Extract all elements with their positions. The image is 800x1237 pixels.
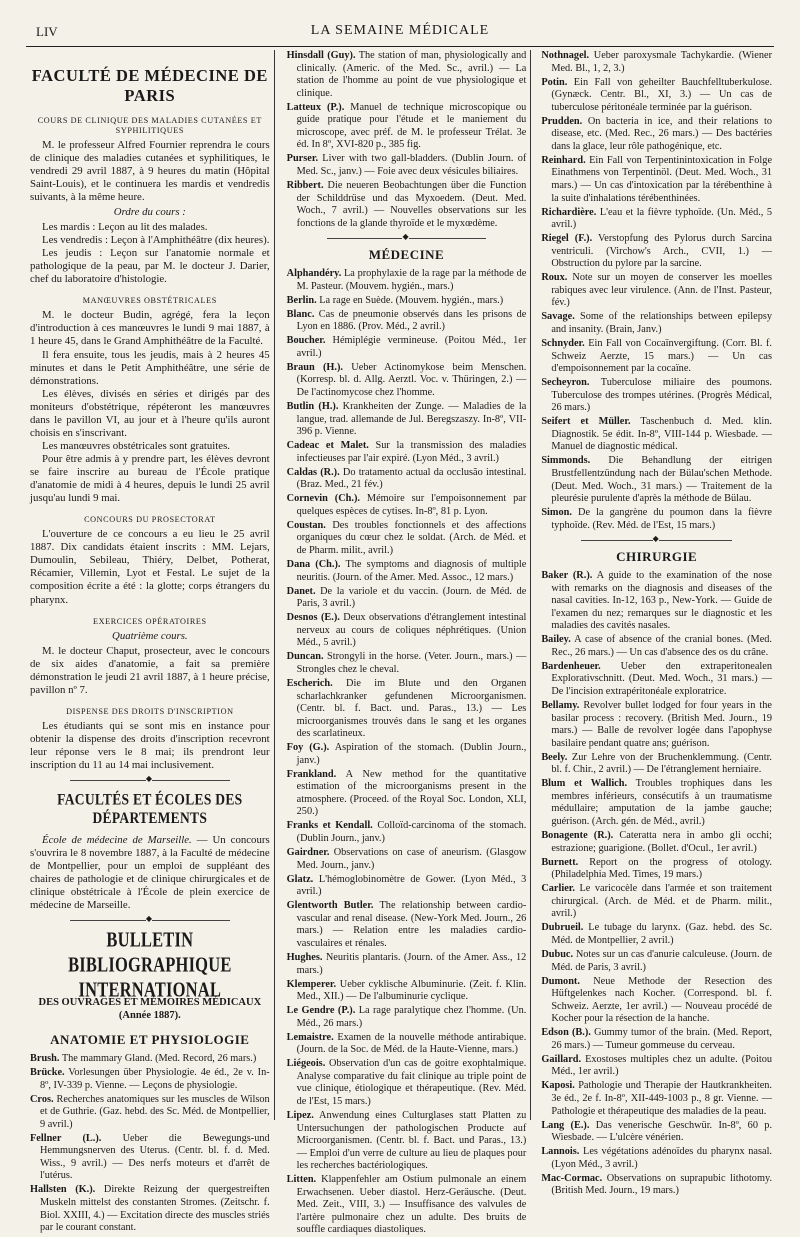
section-heading: DISPENSE DES DROITS D'INSCRIPTION	[66, 706, 234, 716]
entry-author: Simmonds.	[541, 455, 591, 467]
entry-author: Roux.	[541, 272, 568, 284]
bibliography-entry	[287, 769, 527, 819]
entry-text: Ein Fall von Cocaïnvergiftung. (Corr. Bl. f. Schweiz Aerzte, 15 mars.) — Un cas d'empoisonnement par la cocaïne.	[551, 338, 773, 375]
bibliography-entry	[287, 900, 527, 950]
entry-author: Schnyder.	[541, 338, 585, 350]
paragraph: Les élèves, divisés en séries et dirigés par des moniteurs d'obstétrique, répéteront les manœuvres dans le pavillon VI, au jour et à l'heure qu'ils auront choisis en s'inscrivant.	[30, 387, 270, 439]
entry-text: L'hémoglobinomètre de Gower. (Lyon Méd., 3 avril.)	[296, 873, 527, 898]
bibliography-entry	[287, 493, 527, 518]
subheading: Quatrième cours.	[112, 629, 188, 642]
entry-text: Notes sur un cas d'anurie calculeuse. (Journ. de Méd. de Paris, 3 avril.)	[551, 948, 773, 973]
entry-text: Hémiplégie vermineuse. (Poitou Méd., 1er avril.)	[296, 335, 527, 359]
bibliography-entry	[541, 830, 772, 855]
divider	[70, 780, 230, 781]
section-heading: ANATOMIE ET PHYSIOLOGIE	[50, 1032, 250, 1048]
anatomy-entries-cont	[287, 50, 527, 230]
bibliography-entry	[287, 742, 527, 767]
bibliography-entry	[287, 268, 527, 293]
bibliography-entry	[541, 207, 772, 232]
entry-text: A guide to the examination of the nose with remarks on the diagnosis and diseases of the nasal cavities. In-12, 163 p., New-York. — Guide de l'examen du nez; remarques sur le diagnostic et les maladies des cavités nasales.	[551, 570, 773, 632]
entry-text: Direkte Reizung der quergestreiften Muskeln mittelst des constanten Stromes. (Zeitschr. f. Biol. XXIII, 4.) — Excitation directe des muscles striés par le courant constant.	[40, 1184, 270, 1234]
paragraph-text: — Un concours s'ouvrira le 8 novembre 1887, à la Faculté de médecine de Montpellier, pour un emploi de suppléant des chaires de pathologie et de clinique chirurgicales et de clinique obstétricale à l'École de plein exercice de médecine de Marseille.	[30, 833, 270, 911]
entry-author: Prudden.	[541, 115, 583, 127]
entry-text: Revolver bullet lodged for four years in the basilar process : recovery. (British Med. Journ., 19 mars.) — Balle de revolver logée dans l'apophyse basilaire pendant quatre ans; guérison.	[551, 700, 773, 749]
bibliography-entry	[287, 979, 527, 1004]
entry-author: Baker (R.).	[541, 570, 593, 582]
bibliography-entry	[541, 634, 772, 659]
medicine-entries	[287, 268, 527, 1237]
entry-text: Cas de pneumonie observés dans les prisons de Lyon en 1886. (Prov. Méd., 2 avril.)	[296, 308, 527, 333]
entry-text: Gummy tumor of the brain. (Med. Report, 26 mars.) — Tumeur gommeuse du cerveau.	[551, 1027, 773, 1051]
entry-text: La rage en Suède. (Mouvem. hygién., mars.)	[316, 294, 504, 306]
entry-author: Boucher.	[286, 335, 326, 347]
bibliography-entry	[541, 976, 772, 1026]
entry-author: Franks et Kendall.	[286, 820, 373, 832]
entry-author: Edson (B.).	[541, 1027, 591, 1039]
surgery-entries	[541, 570, 772, 1198]
bibliography-entry	[541, 883, 772, 921]
entry-author: Carlier.	[541, 883, 575, 895]
entry-text: Observation d'un cas de goitre exophtalmique. Analyse comparative du fait clinique au triple point de vue clinique, étiologique et thérapeutique. (Rev. Méd. de l'Est, 15 mars.)	[296, 1058, 527, 1107]
entry-author: Cros.	[30, 1093, 54, 1105]
bibliography-entry	[287, 678, 527, 741]
bibliography-entry	[541, 1054, 772, 1079]
entry-author: Secheyron.	[541, 377, 590, 389]
entry-text: Le tubage du larynx. (Gaz. hebd. des Sc. Méd. de Montpellier, 2 avril.)	[551, 922, 773, 946]
bibliography-entry	[541, 338, 772, 376]
entry-text: Verstopfung des Pylorus durch Sarcina ventriculi. (Virchow's Arch., CVII, 1.) — Obstruction du pylore par la sarcine.	[551, 233, 773, 270]
entry-author: Kaposi.	[541, 1080, 575, 1092]
bulletin-subtitle: DES OUVRAGES ET MÉMOIRES MÉDICAUX (Année 1887).	[38, 996, 262, 1021]
entry-author: Duncan.	[286, 651, 324, 663]
entry-text: Ueber paroxysmale Tachykardie. (Wiener Med. Bl., 1, 2, 3.)	[551, 50, 773, 74]
paragraph: M. le professeur Alfred Fournier reprendra le cours de clinique des maladies cutanées et syphilitiques, le vendredi 29 avril 1887, à 9 heures du matin (Hôpital Saint-Louis), et le continuera les mardis et vendredis suivants, à la même heure.	[30, 138, 270, 203]
bibliography-entry	[541, 1080, 772, 1118]
entry-text: De la gangrène du poumon dans la fièvre typhoïde. (Rev. Méd. de l'Est, 15 mars.)	[551, 507, 773, 531]
entry-text: La rage paralytique chez l'homme. (Un. Méd., 26 mars.)	[296, 1005, 527, 1029]
entry-text: Observations on case of aneurism. (Glasgow Med. Journ., janv.)	[296, 847, 527, 871]
entry-text: A New method for the quantitative estimation of the microorganisms present in the atmosphere. (Proceed. of the Royal Soc. London, XLI, 250.)	[296, 768, 527, 818]
entry-author: Dumont.	[541, 975, 580, 987]
entry-text: Klappenfehler am Ostium pulmonale an einem Erwachsenen. Ueber diastol. Herz-Geräusche. (Deut. Med. Zeit., VIII, 3.) — Insuffisance des valvules de l'artère pulmonaire chez un adulte. Des bruits de souffle cardiaques diastoliques.	[296, 1174, 527, 1236]
entry-author: Gaillard.	[541, 1053, 582, 1065]
section-heading: EXERCICES OPÉRATOIRES	[92, 616, 207, 626]
entry-author: Le Gendre (P.).	[286, 1005, 356, 1017]
paragraph: Il fera ensuite, tous les jeudis, mais à 2 heures 45 minutes et dans le Petit Amphithéâtre, une série de démonstrations.	[30, 348, 270, 387]
paragraph: M. le docteur Budin, agrégé, fera la leçon d'introduction à ces manœuvres le lundi 9 mai 1887, à 1 heure 45, dans le Grand Amphithéâtre de la Faculté.	[30, 309, 270, 348]
entry-text: Cateratta nera in ambo gli occhi; estrazione; guarigione. (Bollet. d'Ocul., 1er avril.)	[551, 830, 772, 854]
entry-text: Ueber die Bewegungs-und Hemmungsnerven des Uterus. (Centr. bl. f. d. Med. Wiss., 9 avril.) — Des nerfs moteurs et d'arrêt de l'utérus.	[40, 1132, 270, 1182]
entry-author: Lipez.	[286, 1110, 314, 1122]
entry-author: Escherich.	[286, 677, 333, 689]
paragraph: Les jeudis : Leçon sur l'anatomie normale et pathologique de la peau, par M. le docteur J. Darier, chef du laboratoire d'histologie.	[30, 247, 270, 286]
bibliography-entry	[287, 1110, 527, 1173]
bibliography-entry	[541, 1146, 772, 1171]
bibliography-entry	[541, 377, 772, 415]
page-number: LIV	[36, 24, 58, 39]
entry-author: Cadeac et Malet.	[286, 440, 369, 452]
paragraph: Les étudiants qui se sont mis en instance pour obtenir la dispense des droits d'inscription recevront leur réponse vers le 8 mai; ils prendront leur inscription du 11 au 14 mai inclusivement.	[30, 719, 270, 771]
faculty-title: FACULTÉ DE MÉDECINE DE PARIS	[31, 66, 268, 105]
bibliography-entry	[287, 559, 527, 584]
bibliography-entry	[287, 1058, 527, 1108]
entry-author: Desnos (E.).	[286, 612, 340, 624]
entry-author: Riegel (F.).	[541, 233, 593, 245]
entry-text: Die neueren Beobachtungen über die Function der Schilddrüse und das Myxoedem. (Deut. Med. Woch., 7 avril.) — Nouvelles observations sur les fonctions de la glande thyroïde et le myxœdème.	[296, 179, 527, 229]
entry-text: Aspiration of the stomach. (Dublin Journ., janv.)	[296, 742, 527, 766]
bibliography-entry	[541, 507, 772, 532]
bibliography-entry	[541, 233, 772, 271]
entry-text: Manuel de technique microscopique ou guide pratique pour l'étude et le maniement du microscope, avec préf. de M. le professeur Trélat. 3e éd. In 8º, XVI-820 p., 385 fig.	[296, 101, 527, 151]
entry-text: Observations on suprapubic lithotomy. (British Med. Journ., 19 mars.)	[551, 1172, 773, 1197]
bibliography-entry	[287, 153, 527, 178]
bibliography-entry	[287, 440, 527, 465]
paragraph: Pour être admis à y prendre part, les élèves devront se faire inscrire au bureau de l'École pratique d'anatomie de midi à 4 heures, depuis le lundi 25 avril jusqu'au lundi 9 mai.	[30, 453, 270, 505]
section-heading: CONCOURS DU PROSECTORAT	[84, 515, 216, 525]
bibliography-entry	[541, 272, 772, 310]
entry-text: The mammary Gland. (Med. Record, 26 mars.)	[59, 1053, 257, 1065]
divider	[327, 238, 487, 239]
entry-text: Ueber Actinomykose beim Menschen. (Korresp. bl. d. Allg. Aerztl. Voc. v. Thüringen, 2.) — De l'actinomycose chez l'homme.	[296, 361, 527, 398]
bibliography-entry	[30, 1094, 270, 1132]
entry-text: Note sur un moyen de conserver les moelles rabiques avec leur virulence. (Ann. de l'Inst. Pasteur, fév.)	[551, 272, 773, 309]
bibliography-entry	[541, 949, 772, 974]
medicine-entries-cont	[541, 50, 772, 532]
anatomy-entries	[30, 1053, 270, 1235]
entry-text: Die Behandlung der eitrigen Brustfellentzündung nach der Bülau'schen Methode. (Deut. Med. Woch., 31 mars.) — Traitement de la pleurésie purulente d'après la méthode de Bülau.	[551, 455, 773, 505]
entry-text: Das venerische Geschwür. In-8º, 60 p. Wiesbade. — L'ulcère vénérien.	[551, 1119, 773, 1144]
entry-text: L'eau et la fièvre typhoïde. (Un. Méd., 5 avril.)	[551, 206, 773, 231]
bibliography-entry	[541, 416, 772, 454]
entry-author: Frankland.	[286, 768, 337, 780]
entry-author: Cornevin (Ch.).	[286, 493, 360, 505]
entry-text: Strongyli in the horse. (Veter. Journ., mars.) — Strongles chez le cheval.	[296, 651, 527, 675]
columns	[26, 50, 774, 1236]
bibliography-entry	[287, 362, 527, 400]
bibliography-entry	[541, 778, 772, 828]
entry-author: Richardière.	[541, 206, 597, 218]
entry-text: Ueber den extraperitonealen Explorativschnitt. (Deut. Med. Woch., 31 mars.) — De l'incision extrapéritonéale exploratrice.	[551, 660, 773, 698]
bibliography-entry	[287, 952, 527, 977]
bibliography-entry	[287, 651, 527, 676]
section-heading: COURS DE CLINIQUE DES MALADIES CUTANÉES ET SYPHILITIQUES	[37, 115, 262, 135]
entry-text: Des troubles fonctionnels et des affections organiques du cœur chez le soldat. (Arch. de Méd. et de Pharm. milit., avril.)	[296, 519, 527, 556]
divider	[581, 540, 732, 541]
bibliography-entry	[287, 309, 527, 334]
entry-author: Bellamy.	[541, 700, 580, 712]
entry-author: Gairdner.	[286, 847, 330, 859]
section-heading: MÉDECINE	[368, 247, 445, 263]
entry-text: Anwendung eines Culturglases statt Platten zu Untersuchungen der pathologischen Producte auf Microorganismen. (Centr. bl. f. Bact. und Paras., 13.) — Emploi d'un verre de culture au lieu de plaques pour les recherches bactériologiques.	[296, 1110, 527, 1172]
entry-author: Dubrueil.	[541, 922, 584, 934]
bibliography-entry	[287, 1005, 527, 1030]
entry-text: Taschenbuch d. Med. klin. Diagnostik. 5e édit. In-8º, VIII-144 p. Wiesbade. — Manuel de diagnostic médical.	[551, 416, 773, 453]
bibliography-entry	[541, 922, 772, 947]
paragraph: Les manœuvres obstétricales sont gratuites.	[42, 439, 230, 452]
bibliography-entry	[541, 155, 772, 205]
bulletin-title: BULLETIN BIBLIOGRAPHIQUE INTERNATIONAL	[68, 927, 232, 1002]
entry-author: Mac-Cormac.	[541, 1172, 603, 1184]
entry-text: Tuberculose miliaire des poumons. Tuberculose des trompes utérines. (Progrès Médical, 26 mars.)	[551, 377, 773, 414]
entry-text: A case of absence of the cranial bones. (Med. Rec., 26 mars.) — Un cas d'absence des os du crâne.	[551, 634, 773, 658]
entry-author: Ribbert.	[286, 179, 324, 191]
bibliography-entry	[541, 752, 772, 777]
bibliography-entry	[541, 455, 772, 505]
entry-author: Blanc.	[286, 308, 315, 320]
bibliography-entry	[541, 50, 772, 75]
entry-author: Hallsten (K.).	[30, 1184, 96, 1196]
entry-text: Some of the relationships between epilepsy and insanity. (Brain, Janv.)	[551, 311, 773, 335]
bibliography-entry	[287, 847, 527, 872]
entry-author: Bardenheuer.	[541, 660, 601, 672]
bibliography-entry	[541, 1173, 772, 1198]
paragraph	[30, 834, 270, 912]
bibliography-entry	[287, 820, 527, 845]
paragraph: Les vendredis : Leçon à l'Amphithéâtre (dix heures).	[42, 234, 270, 247]
entry-text: Ueber cyklische Albuminurie. (Zeit. f. Klin. Med., XII.) — De l'albuminurie cyclique.	[296, 978, 527, 1003]
entry-author: Bailey.	[541, 634, 571, 646]
paragraph: L'ouverture de ce concours a eu lieu le 25 avril 1887. Dix candidats étaient inscrits : MM. Lejars, Dumoulin, Sebileau, Thiéry, Delbet, Potherat, Récamier, Villemin, Lyot et Festal. Le sujet de la composition écrite a été : la glotte; corps étrangers du pharynx.	[30, 528, 270, 606]
bibliography-entry	[30, 1184, 270, 1234]
column-3	[539, 50, 774, 1197]
entry-author: Bonagente (R.).	[541, 830, 614, 842]
entry-text: The station of man, physiologically and clinically. (Americ. of the Med. Sc., avril.) — La station de l'homme au point de vue physiologique et clinique.	[296, 50, 527, 99]
bibliography-entry	[287, 102, 527, 152]
entry-author: Hinsdall (Guy).	[286, 50, 356, 61]
entry-author: Brücke.	[30, 1067, 65, 1079]
departments-title: FACULTÉS ET ÉCOLES DES DÉPARTEMENTS	[57, 790, 243, 827]
entry-text: Ein Fall von geheilter Bauchfelltuberkulose. (Gynæck. Centr. Bl., XI, 3.) — Un cas de tuberculose péritonéale terminée par la guérison.	[551, 76, 773, 113]
entry-author: Butlin (H.).	[286, 400, 339, 412]
entry-text: Neue Methode der Resection des Hüftgelenkes nach Kocher. (Correspond. bl. f. Schweiz. Aerzte, 1er avril.) — Nouveau procédé de Kocher pour la résection de la hanche.	[551, 975, 773, 1025]
bibliography-entry	[30, 1133, 270, 1183]
bibliography-entry	[541, 700, 772, 750]
entry-author: Latteux (P.).	[286, 101, 345, 113]
entry-author: Blum et Wallich.	[541, 778, 628, 790]
entry-text: La prophylaxie de la rage par la méthode de M. Pasteur. (Mouvem. hygién., mars.)	[296, 268, 527, 292]
entry-author: Fellner (L.).	[30, 1132, 102, 1144]
column-2	[283, 50, 532, 1236]
section-heading: MANŒUVRES OBSTÉTRICALES	[82, 296, 217, 306]
paragraph-lead: École de médecine de Marseille.	[42, 833, 192, 846]
entry-author: Foy (G.).	[286, 742, 330, 754]
entry-author: Braun (H.).	[286, 361, 344, 373]
entry-author: Seifert et Müller.	[541, 416, 631, 428]
entry-text: Exostoses multiples chez un adulte. (Poitou Méd., 1er avril.)	[551, 1053, 773, 1078]
bibliography-entry	[287, 586, 527, 611]
bibliography-entry	[287, 180, 527, 230]
entry-text: Report on the progress of otology. (Philadelphia Med. Times, 19 mars.)	[551, 856, 773, 881]
entry-author: Burnett.	[541, 856, 579, 868]
journal-title: LA SEMAINE MÉDICALE	[310, 23, 490, 38]
bibliography-entry	[287, 401, 527, 439]
paragraph: M. le docteur Chaput, prosecteur, avec le concours de six aides d'anatomie, a fait sa première démonstration le jeudi 21 avril 1887, à 1 heure précise, pavillon nº 7.	[30, 644, 270, 696]
section-heading: CHIRURGIE	[616, 549, 698, 565]
bibliography-entry	[287, 1032, 527, 1057]
entry-author: Berlin.	[286, 294, 317, 306]
entry-text: Do tratamento actual da occlusão intestinal. (Braz. Med., 21 fév.)	[296, 466, 527, 491]
entry-text: Colloïd-carcinoma of the stomach. (Dublin Journ., janv.)	[296, 820, 527, 845]
bibliography-entry	[541, 570, 772, 633]
entry-author: Nothnagel.	[541, 50, 590, 61]
entry-text: Deux observations d'étranglement intestinal nerveux au cours de coliques néphrétiques. (Union Méd., 5 avril.)	[296, 612, 527, 649]
bibliography-entry	[541, 857, 772, 882]
entry-text: Sur la transmission des maladies infectieuses par l'air expiré. (Lyon Méd., 3 avril.)	[296, 440, 527, 464]
entry-author: Alphandéry.	[286, 268, 342, 280]
entry-author: Beely.	[541, 751, 568, 763]
bibliography-entry	[541, 661, 772, 699]
entry-text: Zur Lehre von der Bruchenklemmung. (Centr. bl. f. Chir., 2 avril.) — De l'étranglement herniaire.	[551, 751, 773, 776]
entry-text: The relationship between cardio-vascular and renal disease. (New-York Med. Journ., 26 mars.) — Relation entre les maladies cardio-vasculaires et rénales.	[296, 900, 527, 949]
bibliography-entry	[30, 1067, 270, 1092]
entry-author: Savage.	[541, 311, 575, 323]
entry-author: Lemaistre.	[286, 1031, 334, 1043]
entry-author: Glatz.	[286, 873, 314, 885]
entry-text: The symptoms and diagnosis of multiple neuritis. (Journ. of the Amer. Med. Assoc., 12 mars.)	[296, 559, 527, 583]
entry-author: Klemperer.	[286, 978, 337, 990]
entry-text: Liver with two gall-bladders. (Dublin Journ. of Med. Sc., janv.) — Foie avec deux vésicules biliaires.	[296, 153, 527, 177]
entry-text: Le varicocèle dans l'armée et son traitement chirurgical. (Arch. de Méd. et de Pharm. milit., avril.)	[551, 883, 773, 920]
column-1	[26, 50, 275, 1234]
entry-text: Pathologie und Therapie der Hautkrankheiten. 3e éd., 2e f. In-8º, XII-449-1003 p., 8 gr. Vienne. — Pathologie et thérapeutique des maladies de la peau.	[551, 1080, 773, 1117]
entry-text: Ein Fall von Terpentinintoxication in Folge Einathmens von Terpentinöl. (Deut. Med. Woch., 31 mars.) — Un cas d'intoxication par la térébenthine à la suite d'inhalations térébenthinées.	[551, 154, 773, 204]
divider	[70, 920, 230, 921]
bibliography-entry	[541, 1027, 772, 1052]
entry-author: Brush.	[30, 1053, 60, 1065]
bibliography-entry	[287, 520, 527, 558]
entry-author: Danet.	[286, 585, 316, 597]
bibliography-entry	[287, 612, 527, 650]
entry-author: Reinhard.	[541, 154, 586, 166]
entry-author: Dana (Ch.).	[286, 559, 341, 571]
entry-author: Potin.	[541, 76, 568, 88]
bibliography-entry	[287, 1174, 527, 1237]
entry-author: Glentworth Butler.	[286, 900, 374, 912]
entry-text: On bacteria in ice, and their relations to disease, etc. (Med. Rec., 26 mars.) — Des bactéries dans la glace, leur rôle pathogénique, etc.	[551, 115, 773, 152]
entry-author: Dubuc.	[541, 948, 574, 960]
entry-author: Coustan.	[286, 519, 326, 531]
bibliography-entry	[541, 1120, 772, 1145]
bibliography-entry	[30, 1053, 270, 1066]
bibliography-entry	[287, 50, 527, 100]
subheading: Ordre du cours :	[113, 206, 186, 219]
entry-text: Recherches anatomiques sur les muscles de Wilson et de Guthrie. (Gaz. hebd. des Sc. Méd. de Montpellier, 9 avril.)	[40, 1093, 270, 1130]
bibliography-entry	[287, 874, 527, 899]
entry-text: Examen de la nouvelle méthode antirabique. (Journ. de la Soc. de Méd. de la Haute-Vienne, mars.)	[296, 1031, 527, 1056]
bibliography-entry	[541, 311, 772, 336]
entry-author: Simon.	[541, 507, 572, 519]
entry-author: Lang (E.).	[541, 1119, 590, 1131]
entry-author: Litten.	[286, 1174, 317, 1186]
running-header	[26, 22, 774, 47]
bibliography-entry	[287, 295, 527, 308]
entry-text: Die im Blute und den Organen scharlachkranker gefundenen Microorganismen. (Centr. bl. f. Bact. und. Paras., 13.) — Les microorganismes trouvés dans le sang et les organes des scarlatineux.	[296, 677, 527, 740]
entry-text: De la variole et du vaccin. (Journ. de Méd. de Paris, 3 avril.)	[296, 585, 527, 610]
entry-text: Neuritis plantaris. (Journ. of the Amer. Ass., 12 mars.)	[296, 951, 527, 976]
entry-text: Les végétations adénoïdes du pharynx nasal. (Lyon Méd., 3 avril.)	[551, 1146, 773, 1170]
entry-author: Caldas (R.).	[286, 466, 340, 478]
entry-author: Purser.	[286, 153, 319, 165]
entry-author: Lannois.	[541, 1146, 580, 1158]
entry-text: Vorlesungen über Physiologie. 4e éd., 2e v. In-8º, IV-339 p. Vienne. — Leçons de physiologie.	[40, 1067, 270, 1091]
entry-author: Hughes.	[286, 951, 323, 963]
entry-text: Troubles trophiques dans les membres inférieurs, consécutifs à un traumatisme médullaire; amputation de la jambe gauche; guérison. (Arch. gén. de Méd., avril.)	[551, 778, 773, 827]
bibliography-entry	[541, 77, 772, 115]
paragraph: Les mardis : Leçon au lit des malades.	[42, 221, 208, 234]
entry-author: Liégeois.	[286, 1058, 326, 1070]
bibliography-entry	[541, 116, 772, 154]
entry-text: Krankheiten der Zunge. — Maladies de la langue, trad. allemande de Jul. Beregszaszy. In-8º, VII-396 p. Vienne.	[296, 400, 527, 438]
bibliography-entry	[287, 335, 527, 360]
bibliography-entry	[287, 467, 527, 492]
entry-text: Mémoire sur l'empoisonnement par quelques espèces de cytises. In-8º, 81 p. Lyon.	[296, 493, 527, 517]
